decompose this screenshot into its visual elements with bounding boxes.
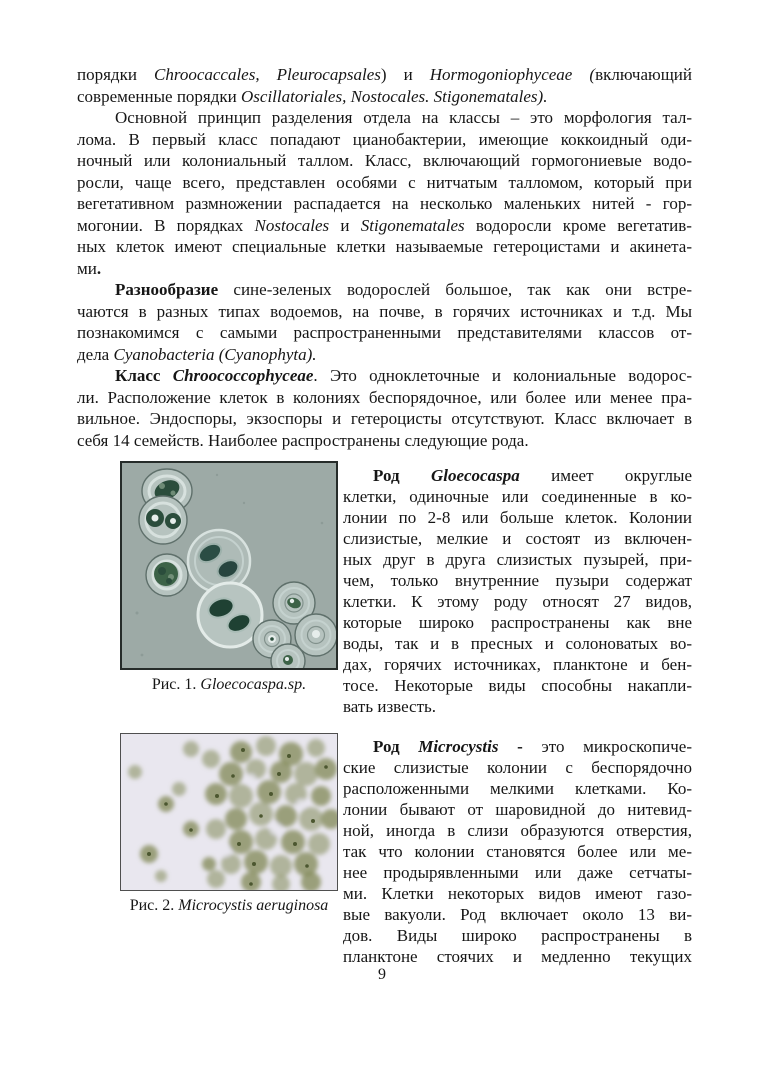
text-line [343,925,692,946]
text-line [343,549,692,570]
text-segment: ночный или колониальный таллом. Класс, включающий гормогониевые водо- [77,151,692,170]
text-line [77,193,692,215]
text-segment: ми. Клетки некоторых видов имеют газо- [343,884,692,903]
text-segment: которые широко распространены как вне [343,613,692,632]
text-segment: лома. В первый класс попадают цианобактерии, имеющие коккоидный оди- [77,129,692,149]
text-line [77,301,692,323]
figure-1 [120,461,338,695]
text-segment: Oscillatoriales, Nostocales. Stigonematales). [241,86,548,106]
text-line [343,486,692,507]
text-line [343,904,692,925]
body-text [77,64,692,451]
text-segment: Род [373,466,431,485]
text-segment: водоросли кроме вегетатив- [464,215,692,235]
text-line [343,570,692,591]
text-segment: расположенными мелкими клетками. Ко- [343,779,692,798]
text-segment: включающий [595,65,692,84]
text-segment: Cyanobacteria (Cyanophyta). [113,344,317,364]
text-line [343,507,692,528]
text-line [343,654,692,675]
text-line [343,946,692,967]
text-line [77,150,692,172]
text-line [77,344,692,366]
text-segment: лонии по 2-8 или больше клеток. Колонии [343,508,692,527]
text-segment: планктоне стоячих и медленно текущих [343,947,692,966]
text-segment: порядки [77,65,154,84]
text-segment: ские слизистые колонии с беспорядочно [343,758,692,777]
text-segment: воды, так и в пресных и солоноватых во- [343,634,692,653]
text-line [343,528,692,549]
text-segment: слизистые, мелкие и состоят из включен- [343,529,692,548]
text-segment: современные порядки [77,86,242,106]
text-line [343,757,692,778]
text-segment: ной, иногда в слизи образуются отверстия, [343,821,692,840]
text-line [77,279,692,301]
text-segment: Рис. 1. [151,676,201,693]
text-segment: Род [373,737,419,756]
text-segment: дов. Виды широко распространены в [343,926,692,945]
text-segment: . [96,258,102,278]
text-line [343,820,692,841]
text-line [77,408,692,430]
text-segment: росли, чаще всего, представлен особями с нитчатым талломом, который при [77,172,692,192]
text-segment: дела [77,344,114,364]
text-segment: чем, только внутренние пузыри содержат [343,571,692,590]
text-line [343,696,692,717]
text-segment: имеет округлые [519,466,692,485]
text-line [77,387,692,409]
text-segment: Chroococcophyceae [172,366,314,385]
text-line [343,862,692,883]
text-segment: вые вакуоли. Род включает около 13 ви- [343,905,692,924]
text-segment: дах, горячих источниках, планктоне и бен- [343,655,692,674]
text-line [343,841,692,862]
text-segment: . Это одноклеточные и колониальные водорос- [313,366,692,385]
text-segment: ли. Расположение клеток в колониях беспорядочное, или более или менее пра- [77,387,692,407]
text-line [77,86,692,108]
text-segment: могонии. В порядках [77,215,255,235]
text-segment: Nostocales [254,215,330,235]
text-segment: Рис. 2. [129,897,179,914]
text-segment: вать известь. [343,697,437,716]
text-segment: ми [77,258,97,278]
text-segment: Основной принцип разделения отдела на классы – это морфология тал- [115,108,692,127]
text-segment: ( [572,65,596,84]
text-line [77,365,692,387]
text-segment: и [329,215,361,235]
text-segment: Microcystis aeruginosa [178,897,329,914]
text-segment: так что колонии становятся более или ме- [343,842,692,861]
gloeocapsa-paragraph [343,465,692,717]
text-segment: Hormogoniophyceae [429,65,573,84]
figure-2 [120,733,338,916]
figure-1-caption [152,675,306,695]
text-line [343,799,692,820]
text-segment: Разнообразие [115,280,219,299]
text-line [343,612,692,633]
text-segment: ных друг в друга слизистых пузырей, при- [343,550,692,569]
text-line [343,633,692,654]
text-segment: лонии бывают от шаровидной до нитевид- [343,800,692,819]
microcystis-micrograph-image [120,733,338,891]
text-line [77,64,692,86]
text-line [77,236,692,258]
text-segment: - [498,737,542,756]
text-line [343,883,692,904]
text-segment: Gloecocaspa [430,466,520,485]
text-line [77,322,692,344]
text-line [77,172,692,194]
text-line [77,107,692,129]
text-segment: Chroocaccales, Pleurocapsales [154,65,381,84]
text-line [343,778,692,799]
text-segment: вегетативном размножении распадается на несколько маленьких нитей - гор- [77,194,692,213]
text-segment: себя 14 семейств. Наиболее распространены следующие рода. [77,430,529,450]
text-line [77,215,692,237]
text-segment: Microcystis [418,737,499,756]
text-segment: ных клеток имеют специальные клетки называемые гетероцистами и акинета- [77,237,692,256]
text-line [343,736,692,757]
text-segment: нее продырявленными или даже сетчаты- [343,863,692,882]
text-line [77,258,692,280]
text-segment: это микроскопиче- [541,737,693,756]
text-line [343,675,692,696]
page-number: 9 [378,966,386,983]
text-line [77,129,692,151]
text-segment: тосе. Некоторые виды способны накапли- [343,676,692,695]
gloeocapsa-micrograph-image [120,461,338,670]
text-segment: клетки, одиночные или соединенные в ко- [343,487,692,506]
text-segment: клетки. К этому роду относят 27 видов, [343,592,692,611]
microcystis-paragraph [343,736,692,967]
text-segment: Gloecocaspa.sp. [200,676,307,693]
text-line [343,591,692,612]
text-segment: ) и [380,65,430,84]
text-segment: чаются в разных типах водоемов, на почве, в горячих источниках и т.д. Мы [77,301,692,321]
text-segment: Stigonematales [360,215,465,235]
text-line [343,465,692,486]
text-segment: познакомимся с самыми распространенными представителями классов от- [77,323,692,342]
text-segment: сине-зеленых водорослей большое, так как они встре- [218,280,692,299]
text-segment: Класс [115,366,173,385]
figure-2-caption [130,896,329,916]
text-segment: вильное. Эндоспоры, экзоспоры и гетероцисты отсутствуют. Класс включает в [77,409,692,428]
text-line [77,430,692,452]
